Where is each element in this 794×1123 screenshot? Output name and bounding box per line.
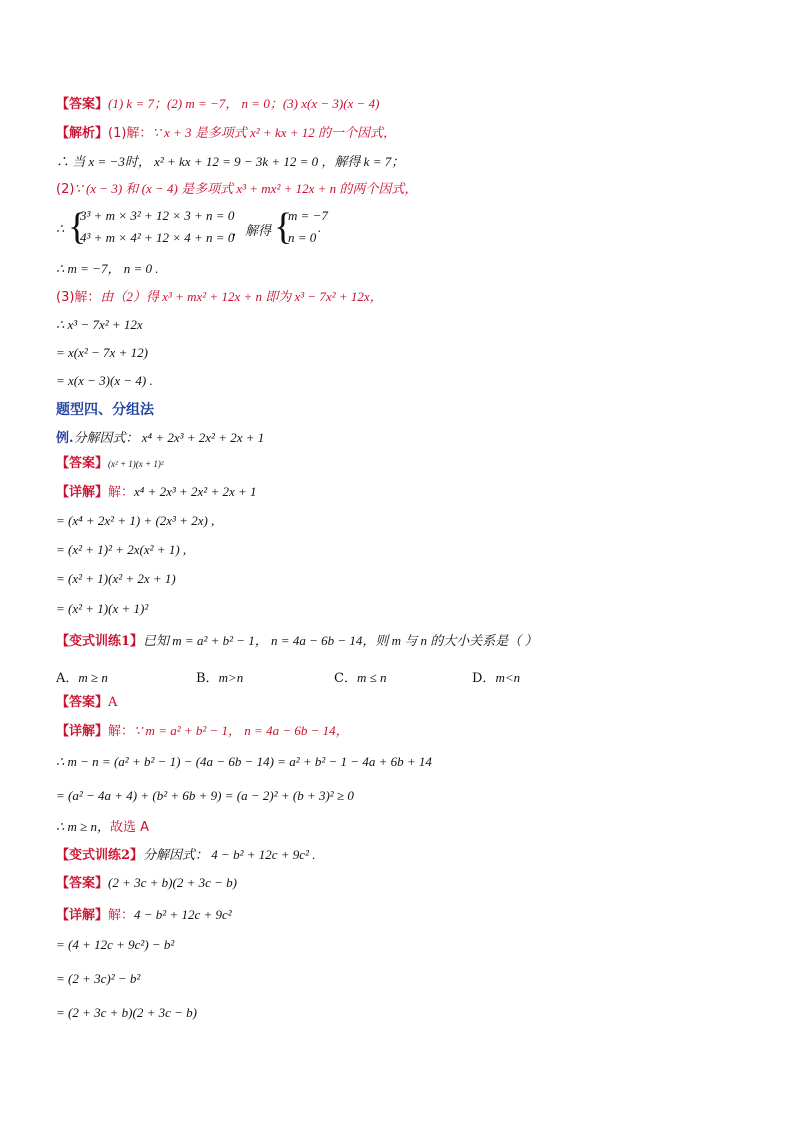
variant-1-text: 已知 m = a² + b² − 1， n = 4a − 6b − 14，则 m 与 n 的大小关系是（ ） xyxy=(143,633,538,648)
solution-2: n = 0 xyxy=(288,230,317,245)
answer-tag: 【答案】 xyxy=(56,97,109,112)
section-title: 题型四、分组法 xyxy=(56,402,154,418)
analysis-line-2: ∴ 当 x = −3时， x² + kx + 12 = 9 − 3k + 12 = 0 ，解得 k = 7； xyxy=(56,154,405,169)
variant-2-answer-text: (2 + 3c + b)(2 + 3c − b) xyxy=(108,875,237,890)
option-c xyxy=(334,667,386,686)
example-detail-tag: 【详解】 xyxy=(56,485,109,500)
option-b-label: B． xyxy=(196,671,219,686)
example-detail-line xyxy=(56,483,257,502)
example-answer-text: (x² + 1)(x + 1)² xyxy=(108,459,164,469)
example-lead: 例. xyxy=(56,431,74,446)
variant-1-conclusion xyxy=(56,818,149,837)
option-a xyxy=(56,667,108,686)
variant-1-detail-text: ∵ m = a² + b² − 1， n = 4a − 6b − 14， xyxy=(134,723,349,738)
variant-1-conclusion-text: ∴ m ≥ n， xyxy=(56,819,111,834)
example-step-1: = (x⁴ + 2x² + 1) + (2x³ + 2x) , xyxy=(56,513,215,528)
variant-2-tag: 【变式训练2】 xyxy=(56,848,144,863)
option-b xyxy=(196,667,243,686)
analysis-line-7: ∴ x³ − 7x² + 12x xyxy=(56,317,143,332)
variant-2-answer xyxy=(56,874,237,893)
example-step-2: = (x² + 1)² + 2x(x² + 1) , xyxy=(56,542,187,557)
variant-2-step-3: = (2 + 3c + b)(2 + 3c − b) xyxy=(56,1005,197,1020)
example-detail-lead: 解： xyxy=(108,485,135,500)
option-c-label: C． xyxy=(334,671,357,686)
variant-1-answer-tag: 【答案】 xyxy=(56,695,109,710)
variant-2-step-1: = (4 + 12c + 9c²) − b² xyxy=(56,937,175,952)
variant-2-answer-tag: 【答案】 xyxy=(56,876,109,891)
analysis-line-9: = x(x − 3)(x − 4) . xyxy=(56,373,153,388)
system-mid: ，解得 xyxy=(232,223,272,238)
analysis-line-6 xyxy=(56,288,383,307)
answer-text: (1) k = 7；(2) m = −7， n = 0；(3) x(x − 3)(x − 4) xyxy=(108,96,380,111)
example-answer-line xyxy=(56,455,164,473)
variant-2-question xyxy=(56,846,315,865)
part3-text: 由（2）得 x³ + mx² + 12x + n 即为 x³ − 7x² + 12x， xyxy=(100,289,383,304)
example-answer-tag: 【答案】 xyxy=(56,456,109,471)
variant-1-detail-tag: 【详解】 xyxy=(56,724,109,739)
part2-text: ∵ (x − 3) 和 (x − 4) 是多项式 x³ + mx² + 12x + n 的两个因式， xyxy=(74,181,418,196)
therefore-symbol: ∴ xyxy=(56,221,65,236)
variant-2-text: 分解因式： 4 − b² + 12c + 9c² . xyxy=(143,847,316,862)
variant-1-answer xyxy=(56,694,117,712)
option-a-label: A． xyxy=(56,671,79,686)
variant-1-conclusion-choice: 故选 A xyxy=(110,820,150,835)
analysis-line-3 xyxy=(56,180,417,199)
variant-2-detail-lead: 解： xyxy=(108,908,135,923)
example-detail-text: x⁴ + 2x³ + 2x² + 2x + 1 xyxy=(134,484,257,499)
example-line xyxy=(56,429,264,448)
equation-system xyxy=(56,206,456,254)
variant-1-detail-lead: 解： xyxy=(108,724,135,739)
answer-line-1 xyxy=(56,95,379,114)
right-brace: { xyxy=(274,206,293,248)
part2-lead: (2) xyxy=(56,182,75,197)
option-c-value: m ≤ n xyxy=(356,670,387,685)
variant-1-tag: 【变式训练1】 xyxy=(56,634,144,649)
option-a-value: m ≥ n xyxy=(78,670,108,685)
analysis-line-5: ∴ m = −7， n = 0 . xyxy=(56,261,159,276)
variant-1-answer-text: A xyxy=(108,695,118,710)
variant-1-options xyxy=(56,667,616,687)
variant-1-question xyxy=(56,632,538,651)
example-step-4: = (x² + 1)(x + 1)² xyxy=(56,601,149,616)
system-eq-1: 3³ + m × 3² + 12 × 3 + n = 0 xyxy=(80,208,235,223)
option-d-value: m<n xyxy=(495,670,521,685)
variant-1-step-1: ∴ m − n = (a² + b² − 1) − (4a − 6b − 14) = a² + b² − 1 − 4a + 6b + 14 xyxy=(56,754,432,769)
variant-2-detail-text: 4 − b² + 12c + 9c² xyxy=(134,907,232,922)
analysis-line-8: = x(x² − 7x + 12) xyxy=(56,345,148,360)
system-end: . xyxy=(318,220,322,235)
analysis-tag: 【解析】 xyxy=(56,126,109,141)
solution-1: m = −7 xyxy=(288,208,328,223)
analysis-text: ∵ x + 3 是多项式 x² + kx + 12 的一个因式， xyxy=(152,125,397,140)
variant-2-detail-tag: 【详解】 xyxy=(56,908,109,923)
variant-2-detail xyxy=(56,906,232,925)
option-b-value: m>n xyxy=(218,670,244,685)
analysis-line-1 xyxy=(56,124,396,143)
variant-2-step-2: = (2 + 3c)² − b² xyxy=(56,971,141,986)
system-eq-2: 4³ + m × 4² + 12 × 4 + n = 0 xyxy=(80,230,235,245)
option-d-label: D． xyxy=(472,671,496,686)
part3-lead: (3)解： xyxy=(56,290,101,305)
left-brace: { xyxy=(68,206,87,248)
analysis-lead: (1)解： xyxy=(108,126,153,141)
variant-1-detail xyxy=(56,722,349,741)
variant-1-step-2: = (a² − 4a + 4) + (b² + 6b + 9) = (a − 2)² + (b + 3)² ≥ 0 xyxy=(56,788,354,803)
example-text: 分解因式： x⁴ + 2x³ + 2x² + 2x + 1 xyxy=(73,430,265,445)
example-step-3: = (x² + 1)(x² + 2x + 1) xyxy=(56,571,176,586)
option-d xyxy=(472,667,520,686)
